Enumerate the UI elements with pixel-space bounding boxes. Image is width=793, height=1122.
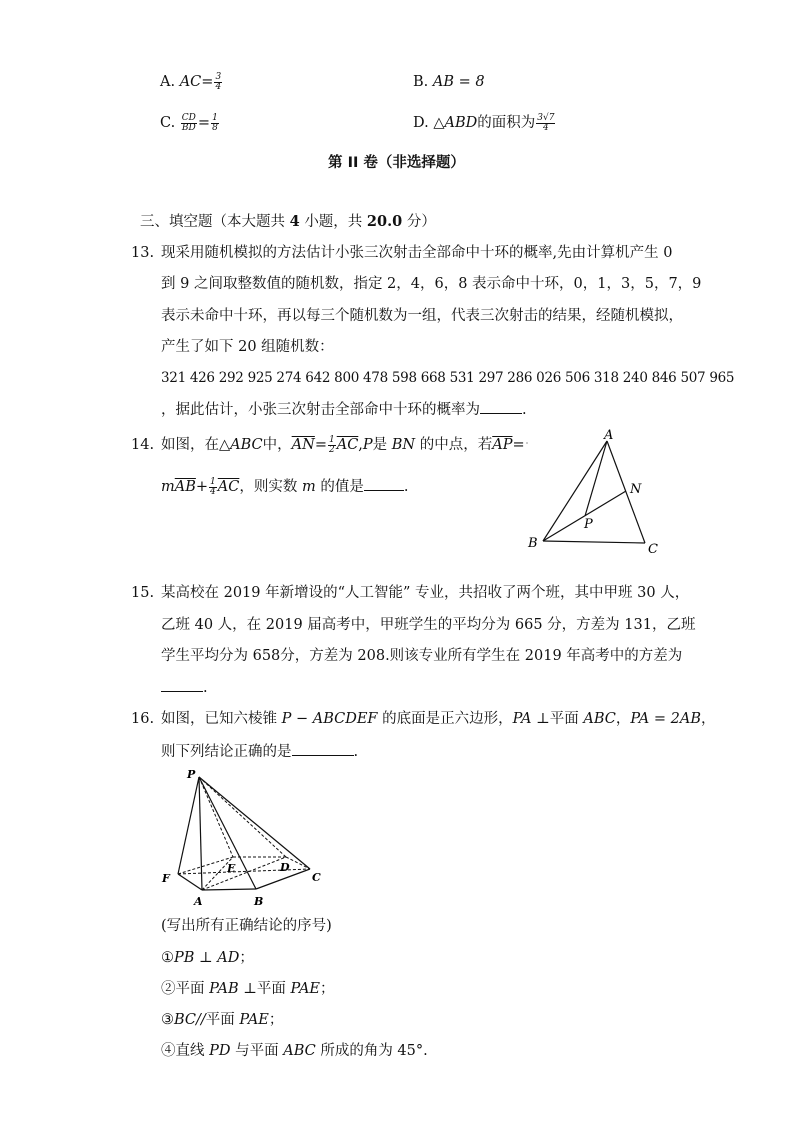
option-b-label: B. — [413, 74, 429, 90]
label-e: E — [227, 862, 236, 875]
question-count: 4 — [289, 213, 300, 230]
edge-pc — [199, 777, 310, 869]
section3-header: 三、填空题（本大题共 4 小题，共 20.0 分） — [140, 213, 436, 230]
label-n: N — [630, 482, 642, 497]
edge-pd — [199, 777, 286, 857]
q16-answer-blank[interactable] — [292, 741, 354, 756]
edge-ad — [202, 857, 286, 890]
option-a-label: A. — [160, 74, 176, 90]
q15-number: 15. — [131, 585, 155, 601]
q16-item-2[interactable]: ②平面 PAB ⊥平面 PAE； — [161, 981, 335, 997]
option-a-eq: = — [201, 74, 214, 90]
q16-number: 16. — [131, 711, 155, 727]
vector-ac: $\overline{AC}$ — [336, 437, 359, 453]
q16-line2: 则下列结论正确的是 . — [161, 741, 358, 762]
q13-line1: 现采用随机模拟的方法估计小张三次射击全部命中十环的概率,先由计算机产生 0 — [161, 245, 673, 261]
q16-item-1[interactable]: ①PB ⊥ AD； — [161, 950, 254, 966]
q15-answer-blank[interactable] — [161, 677, 203, 692]
edge-fe — [178, 857, 233, 874]
option-d-triangle: △ABD — [433, 115, 478, 131]
label-p: P — [187, 768, 196, 781]
q13-line2: 到 9 之间取整数值的随机数，指定 2，4，6，8 表示命中十环，0，1，3，5，7，9 — [161, 276, 702, 292]
vector-ab: $\overline{AB}$ — [174, 479, 196, 495]
label-c: C — [312, 871, 321, 884]
vector-ap: $\overline{AP}$ — [492, 437, 513, 453]
q16-item-4[interactable]: ④直线 PD 与平面 ABC 所成的角为 45°. — [161, 1043, 428, 1059]
q13-line4: 产生了如下 20 组随机数： — [161, 339, 334, 355]
option-a-fraction: $\frac{3}{4}$ — [215, 71, 222, 92]
option-b-expr: AB = 8 — [432, 74, 485, 90]
vector-an: $\overline{AN}$ — [291, 437, 315, 453]
part-title: 第 II 卷（非选择题） — [328, 155, 465, 171]
q13-number: 13. — [131, 245, 155, 261]
q15-line2: 乙班 40 人，在 2019 届高考中，甲班学生的平均分为 665 分，方差为 131，乙班 — [161, 617, 696, 633]
q13-answer-blank[interactable] — [480, 399, 522, 414]
q16-line1: 如图，已知六棱锥 P − ABCDEF 的底面是正六边形，PA ⊥平面 ABC，PA = 2AB， — [161, 711, 716, 727]
label-a: A — [604, 428, 614, 443]
q15-line3: 学生平均分为 658分，方差为 208.则该专业所有学生在 2019 年高考中的方差为 — [161, 648, 683, 664]
label-b: B — [528, 536, 538, 551]
label-p: P — [584, 517, 593, 532]
total-score: 20.0 — [366, 213, 403, 230]
edge-ab — [202, 889, 256, 890]
q15-line1: 某高校在 2019 年新增设的“人工智能” 专业，共招收了两个班，其中甲班 30 人， — [161, 585, 690, 601]
q12-option-c — [160, 113, 220, 133]
q14-triangle-figure — [520, 425, 670, 560]
q14-number: 14. — [131, 437, 155, 453]
edge-pf — [178, 777, 199, 874]
option-d-fraction: $\frac{3√7}{4}$ — [537, 112, 555, 133]
edge-fa — [178, 874, 202, 890]
q13-line6: ，据此估计，小张三次射击全部命中十环的概率为 . — [161, 399, 527, 420]
option-a-lhs: AC — [179, 74, 202, 90]
q14-answer-blank[interactable] — [364, 476, 404, 491]
option-c-label: C. — [160, 115, 176, 131]
edge-pe — [199, 777, 233, 857]
q14-line1: 如图，在△ABC中，$\overline{AN}=$ $\frac{1}{2}$ $\overline{AC},P$是 BN 的中点，若$\overline{AP}=$ — [161, 434, 525, 455]
vector-ac-2: $\overline{AC}$ — [217, 479, 240, 495]
q12-option-a — [160, 72, 223, 92]
label-b: B — [254, 895, 264, 908]
option-d-text: 的面积为 — [477, 115, 536, 131]
q13-line3: 表示未命中十环，再以每三个随机数为一组，代表三次射击的结果，经随机模拟， — [161, 308, 683, 324]
q14-line2: $m\overline{AB}+$ $\frac{1}{4}$ $\overline{AC}$，则实数 m 的值是 . — [161, 476, 409, 497]
q15-line4: . — [161, 677, 208, 698]
option-c-eq: = — [197, 115, 211, 131]
segment-bc — [543, 541, 645, 543]
q16-pyramid-figure — [158, 768, 333, 908]
label-a: A — [194, 895, 203, 908]
label-d: D — [280, 861, 290, 874]
q12-option-b — [413, 72, 485, 92]
q12-option-d — [413, 113, 556, 133]
option-d-label: D. — [413, 115, 429, 131]
option-c-fraction-left: $\frac{CD}{BD}$ — [181, 112, 196, 133]
option-c-fraction-right: $\frac{1}{8}$ — [212, 112, 218, 133]
segment-ab — [543, 441, 607, 541]
segment-bn — [543, 491, 626, 541]
label-c: C — [648, 542, 658, 557]
q13-random-numbers: 321 426 292 925 274 642 800 478 598 668 531 297 286 026 506 318 240 846 507 965 — [161, 370, 735, 386]
q16-hint: (写出所有正确结论的序号) — [161, 918, 332, 934]
q16-item-3[interactable]: ③BC//平面 PAE； — [161, 1012, 284, 1028]
label-f: F — [162, 872, 170, 885]
